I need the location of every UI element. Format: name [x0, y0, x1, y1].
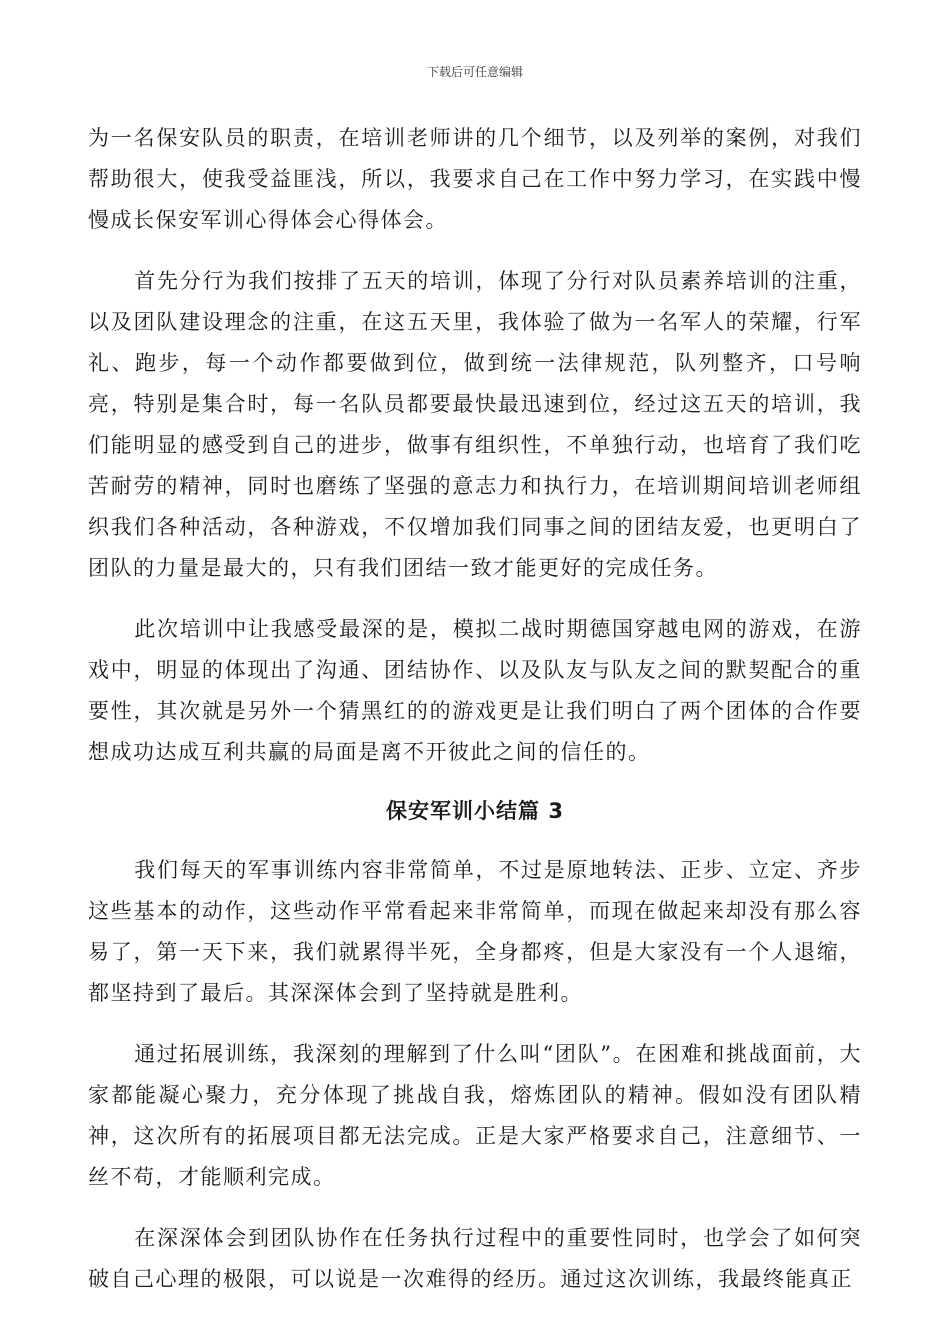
paragraph-4: 我们每天的军事训练内容非常简单，不过是原地转法、正步、立定、齐步这些基本的动作，这些动作平常看起来非常简单，而现在做起来却没有那么容易了，第一天下来，我们就累得半死，全身都疼，但是大家没有一个人退缩，都坚持到了最后。其深深体会到了坚持就是胜利。	[88, 858, 862, 1005]
paragraph-3: 此次培训中让我感受最深的是，模拟二战时期德国穿越电网的游戏，在游戏中，明显的体现出了沟通、团结协作、以及队友与队友之间的默契配合的重要性，其次就是另外一个猜黑红的的游戏更是让我们明白了两个团体的合作要想成功达成互利共赢的局面是离不开彼此之间的信任的。	[88, 617, 862, 764]
paragraph-1: 为一名保安队员的职责，在培训老师讲的几个细节，以及列举的案例，对我们帮助很大，使我受益匪浅，所以，我要求自己在工作中努力学习，在实践中慢慢成长保安军训心得体会心得体会。	[88, 126, 862, 232]
document-body	[88, 118, 862, 1300]
paragraph-5: 通过拓展训练，我深刻的理解到了什么叫“团队”。在困难和挑战面前，大家都能凝心聚力，充分体现了挑战自我，熔炼团队的精神。假如没有团队精神，这次所有的拓展项目都无法完成。正是大家严格要求自己，注意细节、一丝不苟，才能顺利完成。	[88, 1042, 862, 1189]
paragraph-6: 在深深体会到团队协作在任务执行过程中的重要性同时，也学会了如何突破自己心理的极限，可以说是一次难得的经历。通过这次训练，我最终能真正	[88, 1226, 862, 1291]
page-header-note: 下载后可任意编辑	[426, 65, 523, 79]
paragraph-2: 首先分行为我们按排了五天的培训，体现了分行对队员素养培训的注重，以及团队建设理念的注重，在这五天里，我体验了做为一名军人的荣耀，行军礼、跑步，每一个动作都要做到位，做到统一法律规范，队列整齐，口号响亮，特别是集合时，每一名队员都要最快最迅速到位，经过这五天的培训，我们能明显的感受到自己的进步，做事有组织性，不单独行动，也培育了我们吃苦耐劳的精神，同时也磨练了坚强的意志力和执行力，在培训期间培训老师组织我们各种活动，各种游戏，不仅增加我们同事之间的团结友爱，也更明白了团队的力量是最大的，只有我们团结一致才能更好的完成任务。	[88, 269, 862, 580]
section-title: 保安军训小结篇 3	[386, 799, 564, 823]
